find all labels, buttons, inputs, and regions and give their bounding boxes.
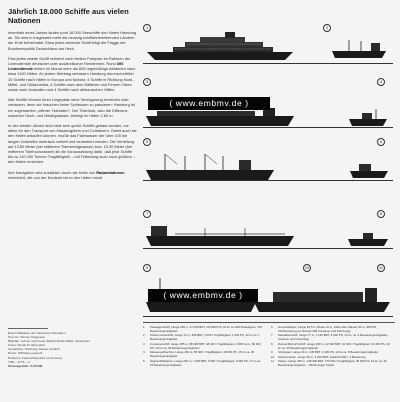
headline: Jährlich 18.000 Schiffe aus vielen Nationen xyxy=(8,7,129,25)
waterline xyxy=(143,63,393,64)
caption-item: 5 Ölgutschiffstanker, Länge 290 m, 7 000 BRT, 9 500 t Tragfähigkeit, 9 000 PS, 17 kn ca. 25 Besatzungsmitglieder xyxy=(143,358,262,367)
imprint-line: Printed in Federal Republic of Germany xyxy=(8,355,63,360)
imprint-line: Bildplan: Lehner und Freies Maler/Harald Müller, Söderstorf xyxy=(8,339,90,344)
bold-term: 300 Liniendienste xyxy=(8,61,124,72)
small-vessel-icon xyxy=(349,160,389,180)
coaster-ship-icon xyxy=(331,38,387,60)
paragraph-1: Innerhalb eines Jahres laufen rund 18 000 Seeschiffe den Hafen Hamburg an. Sie sind in insgesamt mehr als neunzig schiffahrtstreibenden Ländern der Erde beheimatet. Etwa jedes siebente Schiff trägt die Flagge der Bundesrepublik Deutschland am Heck. xyxy=(8,30,137,51)
ship-number-2: 2 xyxy=(323,24,331,32)
caption-item: 10 Schwimmkran, Länge 50 m, 3 000 BRT, Hubkraft 200 t, 4 Besatzung xyxy=(271,354,366,359)
paragraph-2: Fast jedes zweite Schiff verkehrt nach festem Fahrplan im Rahmen der Liniendienste deutscher oder ausländischer Reedereien. Rund 300 Liniendienste bieten im Monat mehr als 600 regelmäßige Abfahrten nach etwa 1100 Häfen. An jedem Werktag verlassen Hamburg durchschnittlich 10 Schiffe nach Häfen in Europa und Nahost, 4 Schiffe in Richtung Nord-, Mittel- und Südamerika, 4 Schiffe nach dem Mittleren und Fernen Osten sowie nach Australien und 4 Schiffe nach afrikanischen Häfen. xyxy=(8,55,136,93)
watermark-banner: ( www.embmv.de ) xyxy=(148,97,270,110)
ship-number-9: 9 xyxy=(143,264,151,272)
captions-left-column xyxy=(143,326,265,368)
ship-number-6: 6 xyxy=(377,138,385,146)
caption-item: 8 Roll-on/Roll-off-Schiff, Länge 209 m, 22 000 BRT, 22 000 t Tragfähigkeit, 31 000 PS, 20 kn ca. 25 Besatzungsmitglieder xyxy=(271,341,390,350)
ship-number-4: 4 xyxy=(377,78,385,86)
caption-item: 1 Passagierschiff, Länge 180 m, 27 000 BRT, 16,5000 PS, 22 kn ca. 800 Passagiere, 370 Besatzungsmitglieder xyxy=(143,325,263,333)
ship-number-5: 5 xyxy=(143,138,151,146)
bold-term: Radarstationen xyxy=(96,169,125,175)
watermark-banner: ( www.embmv.de ) xyxy=(148,289,258,302)
passenger-ship-icon xyxy=(145,30,295,62)
caption-item: 6 Gemeinkleiner, Länge 84,5 m, Breite 16 m, Höhe über Wasser 30 m, 880 PS, Förderleistung pro Stunde 400 Container und Fahrzeuge xyxy=(271,325,377,333)
captions-right-column xyxy=(271,326,393,369)
tug-icon xyxy=(348,108,388,128)
waterline xyxy=(143,248,393,249)
caption-item: 4 Massengutfrachter, Länge 260 m, 58 000 t Tragfähigkeit, 18 000 PS, 15 kn ca. 30 Besatzungsmitglieder xyxy=(143,350,255,359)
waterline xyxy=(143,180,393,181)
ship-number-1: 1 xyxy=(143,24,151,32)
imprint-divider xyxy=(8,328,48,329)
caption-item: 11 Tanker, Länge 325 m, 138 000 BRT, 275 000 t Tragfähigkeit, 36 000 PS, 16 kn ca. 30 Besatzungsmitglieder – Welttonnage Tanker xyxy=(271,359,387,368)
ship-number-8: 8 xyxy=(377,210,385,218)
caption-item: 7 Seebäderschiff, Länge 77 m, 1 140 BRT, 4 000 PS, 13 kn, ca. 6 Besatzungsmitglieder, Volumen und Umschlag xyxy=(271,333,389,342)
waterline xyxy=(143,316,393,317)
cargo-freighter-icon xyxy=(145,150,275,182)
waterline xyxy=(143,127,393,128)
imprint-line: Text: Dr. Werner Klugmann xyxy=(8,335,46,340)
imprint-line: Druck: Offizielle Leporelli xyxy=(8,351,43,356)
imprint-line: 7/85 – 4775 – d xyxy=(8,359,30,364)
ship-number-11: 11 xyxy=(377,264,385,272)
caption-item: 2 Küstenmotorschiff, Länge 72 m, 499 BRT, 1 000 t Tragfähigkeit, 1 400 PS, 12 kn ca. 7 Besatzungsmitglieder xyxy=(143,333,260,342)
imprint-line: Eine Publikation der Hamburg-Information xyxy=(8,331,66,335)
ship-number-3: 3 xyxy=(143,78,151,86)
text-column xyxy=(8,7,138,180)
paragraph-3: Alle Schiffe können ihren Liegeplatz ohne Verzögerung erreichen oder verlassen, denn sie brauchen keine Schleusen zu passieren: Hamburg ist ein sogenannter „offener Tidehafen“. Der Tidenhub, also die Differenz zwischen Hoch- und Niedrigwasser, beträgt im Hafen 2,80 m. xyxy=(8,97,135,118)
caption-item: 9 Schlepper, Länge 30 m, 235 BRT, 2 400 PS, 12 kn ca. 5 Besatzungsmitglieder xyxy=(271,350,379,355)
paragraph-4: In den letzten Jahren sind viele sehr große Schiffe gebaut worden, vor allem für den Transport von Massengütern und Containern. Damit auch sie den Hafen anlaufen können, mußte das Fahrwasser der über 100 km langen Unterelbe mehrfach vertieft und verbreitert werden. Die Vertiefung auf 13,50 Meter (bei mittlerem Tideniedrigwasser) bzw. 15,30 Meter (bei mittlerem Tidehochwasser) ist die Voraussetzung dafür, daß jetzt Schiffe bis zu 110 000 Tonnen Tragfähigkeit – mit Teilladung auch noch größere – den Hafen erreichen. xyxy=(8,123,137,165)
imprint xyxy=(8,328,138,368)
paragraph-5: Ihre Navigation wird zusätzlich durch die Kette von Radarstationen erleichtert, die von der Nordsee bis in den Hafen reicht. xyxy=(8,169,125,180)
tanker-ship-icon xyxy=(145,220,295,248)
ship-number-7: 7 xyxy=(143,210,151,218)
ship-number-10: 10 xyxy=(304,266,310,270)
imprint-line: Schutzgebühr: 0,50 DM xyxy=(8,363,43,368)
imprint-line: Fotos: Studio M. Ehrenfeld xyxy=(8,343,45,348)
caption-item: 3 Containerschiff, Länge 285 m, 58 000 BRT, 48 400 t Tragfähigkeit, 2 668 Cont., 80 000 PS, 26 kn ca. 40 Besatzungsmitglieder xyxy=(143,341,261,350)
imprint-line: Gestaltung: Hamburg, Messe-Verlach xyxy=(8,347,60,352)
ship-illustrations xyxy=(143,20,393,320)
ship-captions xyxy=(143,322,395,399)
roro-ship-icon xyxy=(253,282,391,316)
tug-icon xyxy=(347,228,389,248)
